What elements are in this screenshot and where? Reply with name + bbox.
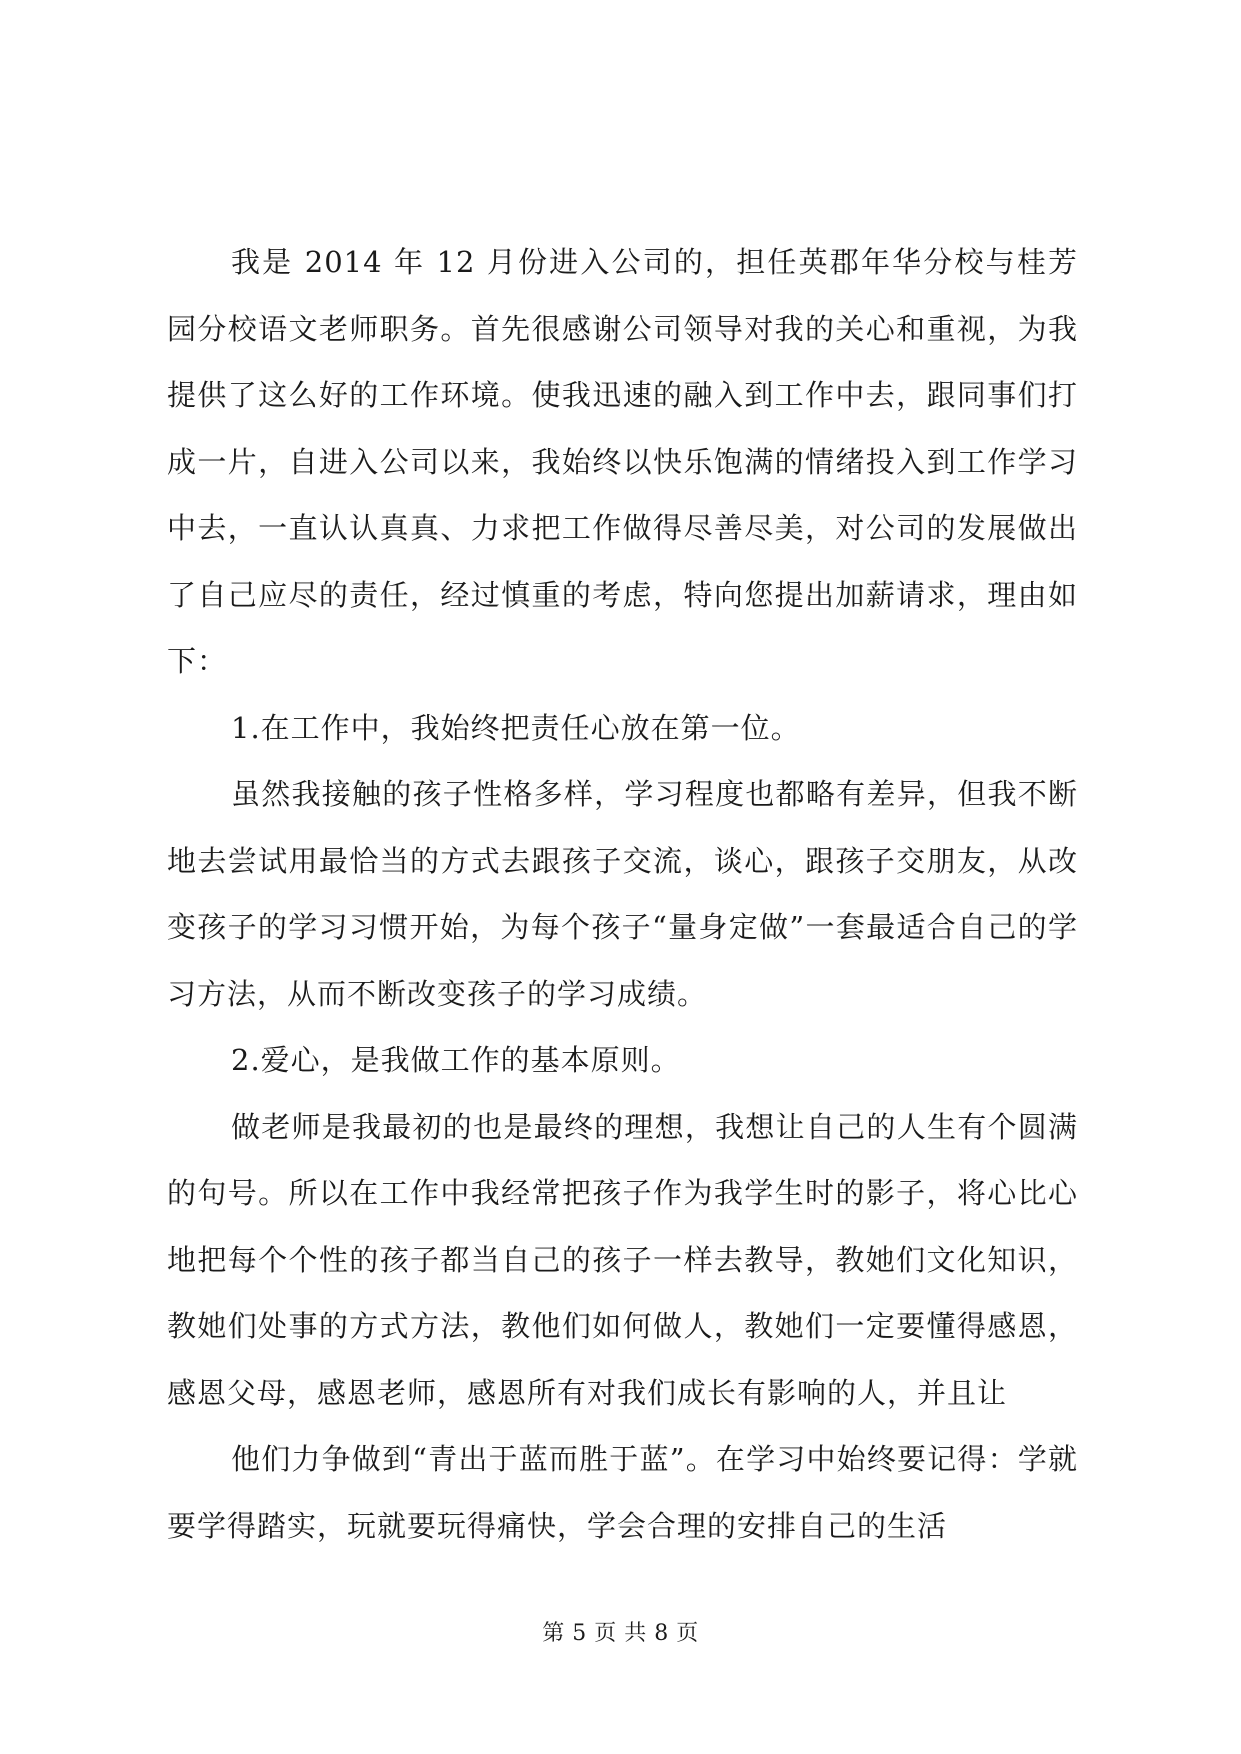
page-number-footer: 第 5 页 共 8 页 xyxy=(542,1621,699,1646)
document-body xyxy=(167,229,1078,1559)
paragraph-point-1-heading: 1.在工作中，我始终把责任心放在第一位。 xyxy=(231,710,801,745)
paragraph-point-2-body: 做老师是我最初的也是最终的理想，我想让自己的人生有个圆满的句号。所以在工作中我经常把孩子作为我学生时的影子，将心比心地把每个个性的孩子都当自己的孩子一样去教导，教她们文化知识，教她们处事的方式方法，教他们如何做人，教她们一定要懂得感恩，感恩父母，感恩老师，感恩所有对我们成长有影响的人，并且让 xyxy=(167,1109,1078,1410)
paragraph-continuation: 他们力争做到“青出于蓝而胜于蓝”。在学习中始终要记得：学就要学得踏实，玩就要玩得痛快，学会合理的安排自己的生活 xyxy=(167,1442,1078,1543)
paragraph-point-1-body: 虽然我接触的孩子性格多样，学习程度也都略有差异，但我不断地去尝试用最恰当的方式去跟孩子交流，谈心，跟孩子交朋友，从改变孩子的学习习惯开始，为每个孩子“量身定做”一套最适合自己的学习方法，从而不断改变孩子的学习成绩。 xyxy=(167,777,1078,1011)
paragraph-point-2-heading: 2.爱心，是我做工作的基本原则。 xyxy=(231,1043,681,1077)
paragraph-intro: 我是 2014 年 12 月份进入公司的，担任英郡年华分校与桂芳园分校语文老师职务。首先很感谢公司领导对我的关心和重视，为我提供了这么好的工作环境。使我迅速的融入到工作中去，跟同事们打成一片，自进入公司以来，我始终以快乐饱满的情绪投入到工作学习中去，一直认认真真、力求把工作做得尽善尽美，对公司的发展做出了自己应尽的责任，经过慎重的考虑，特向您提出加薪请求，理由如下： xyxy=(167,245,1078,678)
